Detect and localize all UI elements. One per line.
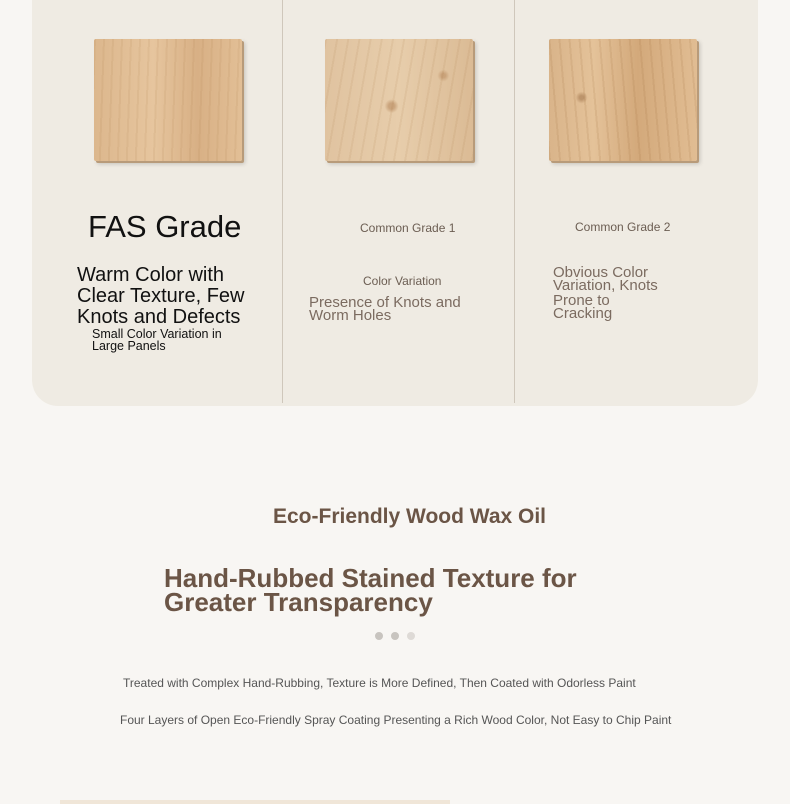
common-grade-1-description: Presence of Knots and Worm Holes [309, 294, 461, 324]
common-grade-1-wood-panel-image [325, 39, 473, 161]
finish-detail-line-2: Four Layers of Open Eco-Friendly Spray Coating Presenting a Rich Wood Color, Not Easy to Chip Paint [120, 713, 672, 727]
common-grade-2-wood-panel-image [549, 39, 697, 161]
common-grade-2-title: Common Grade 2 [575, 220, 671, 234]
next-section-edge [60, 800, 450, 804]
carousel-dot[interactable] [407, 632, 415, 640]
finish-subtitle: Eco-Friendly Wood Wax Oil [273, 505, 547, 528]
column-divider [282, 0, 283, 403]
common-grade-2-description: Obvious Color Variation, Knots [553, 264, 658, 294]
fas-grade-description: Warm Color with Clear Texture, Few Knots and Defects [77, 264, 245, 328]
fas-grade-wood-panel-image [94, 39, 242, 161]
finish-detail-line-1: Treated with Complex Hand-Rubbing, Texture is More Defined, Then Coated with Odorless Paint [123, 676, 636, 690]
column-divider [514, 0, 515, 403]
common-grade-2-description-2: Prone to Cracking [553, 292, 613, 322]
common-grade-1-title: Common Grade 1 [360, 221, 456, 235]
fas-grade-title: FAS Grade [88, 209, 242, 244]
carousel-dots [375, 632, 415, 640]
finish-headline: Hand-Rubbed Stained Texture for Greater Transparency [164, 563, 577, 617]
common-grade-1-label: Color Variation [363, 274, 442, 288]
fas-grade-subnote: Small Color Variation in Large Panels [92, 327, 222, 353]
carousel-dot[interactable] [375, 632, 383, 640]
carousel-dot[interactable] [391, 632, 399, 640]
